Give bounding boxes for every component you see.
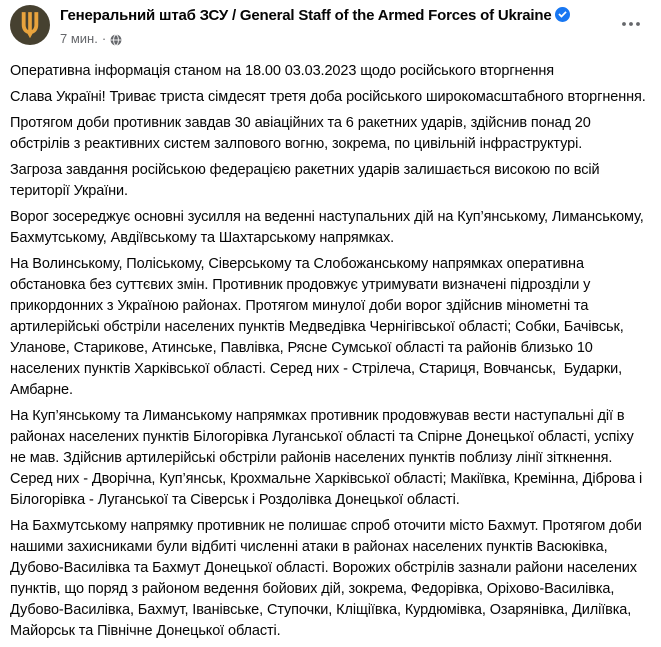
verified-badge-icon bbox=[555, 7, 570, 28]
post-paragraph: На Куп’янському та Лиманському напрямках противник продовжував вести наступальні дії в районах населених пунктів Білогорівка Луганської області та Спірне Донецької області, успіху не мав. Здійснив артилерійські обстріли районів населених пунктів поблизу лінії зіткнення. Серед них - Дворічна, Куп’янськ, Крохмальне Харківської області; Макіївка, Кремінна, Діброва і Білогорівка - Луганської та Сіверськ і Роздолівка Донецької області. bbox=[10, 408, 647, 508]
name-row bbox=[60, 6, 570, 28]
meta-row bbox=[60, 31, 570, 47]
post-timestamp[interactable]: 7 мин. bbox=[60, 31, 98, 46]
post-paragraph: На Волинському, Поліському, Сіверському та Слобожанському напрямках оперативна обстановка без суттєвих змін. Противник продовжує утримувати визначені підрозділи у прикордонних з Україною районах. Протягом минулої доби ворог здійснив мінометні та артилерійські обстріли населених пунктів Медведівка Чернігівської області; Собки, Бачівськ, Уланове, Старикове, Атинське, Павлівка, Рясне Сумської області та районів близько 10 населених пунктів Харківської області. Серед них - Стрілеча, Стариця, Вовчанськ, Бударки, Амбарне. bbox=[10, 256, 628, 398]
post-paragraph: Слава Україні! Триває триста сімдесят третя доба російського широкомасштабного вторгнення. bbox=[10, 89, 646, 105]
globe-privacy-icon bbox=[110, 34, 122, 46]
header-text bbox=[60, 5, 570, 47]
post-paragraph: Загроза завдання російською федерацією ракетних ударів залишається високою по всій території України. bbox=[10, 162, 604, 199]
post-body bbox=[0, 61, 661, 642]
more-options-button[interactable] bbox=[617, 14, 645, 34]
post-paragraph: Оперативна інформація станом на 18.00 03.03.2023 щодо російського вторгнення bbox=[10, 63, 554, 79]
post-paragraph: Протягом доби противник завдав 30 авіаційних та 6 ракетних ударів, здійснив понад 20 обстрілів з реактивних систем залпового вогню, зокрема, по цивільній інфраструктурі. bbox=[10, 115, 595, 152]
post-paragraph: Ворог зосереджує основні зусилля на веденні наступальних дій на Куп’янському, Лиманському, Бахмутському, Авдіївському та Шахтарському напрямках. bbox=[10, 209, 648, 246]
meta-separator: · bbox=[101, 31, 107, 46]
avatar[interactable] bbox=[10, 5, 50, 45]
post-paragraph: На Бахмутському напрямку противник не полишає спроб оточити місто Бахмут. Протягом доби нашими захисниками були відбиті численні атаки в районах населених пунктів Васюківка, Дубово-Василівка та Бахмут Донецької області. Ворожих обстрілів зазнали райони населених пунктів, що поряд з районом ведення бойових дій, зокрема, Федорівка, Оріхово-Василівка, Дубово-Василівка, Бахмут, Іванівське, Ступочки, Кліщіївка, Курдюмівка, Озарянівка, Диліївка, Майорськ та Північне Донецької області. bbox=[10, 518, 646, 639]
post-header bbox=[0, 0, 661, 47]
ukraine-trident-icon bbox=[19, 11, 41, 39]
three-dots-icon bbox=[621, 21, 641, 27]
page-name[interactable]: Генеральний штаб ЗСУ / General Staff of the Armed Forces of Ukraine bbox=[60, 7, 552, 24]
